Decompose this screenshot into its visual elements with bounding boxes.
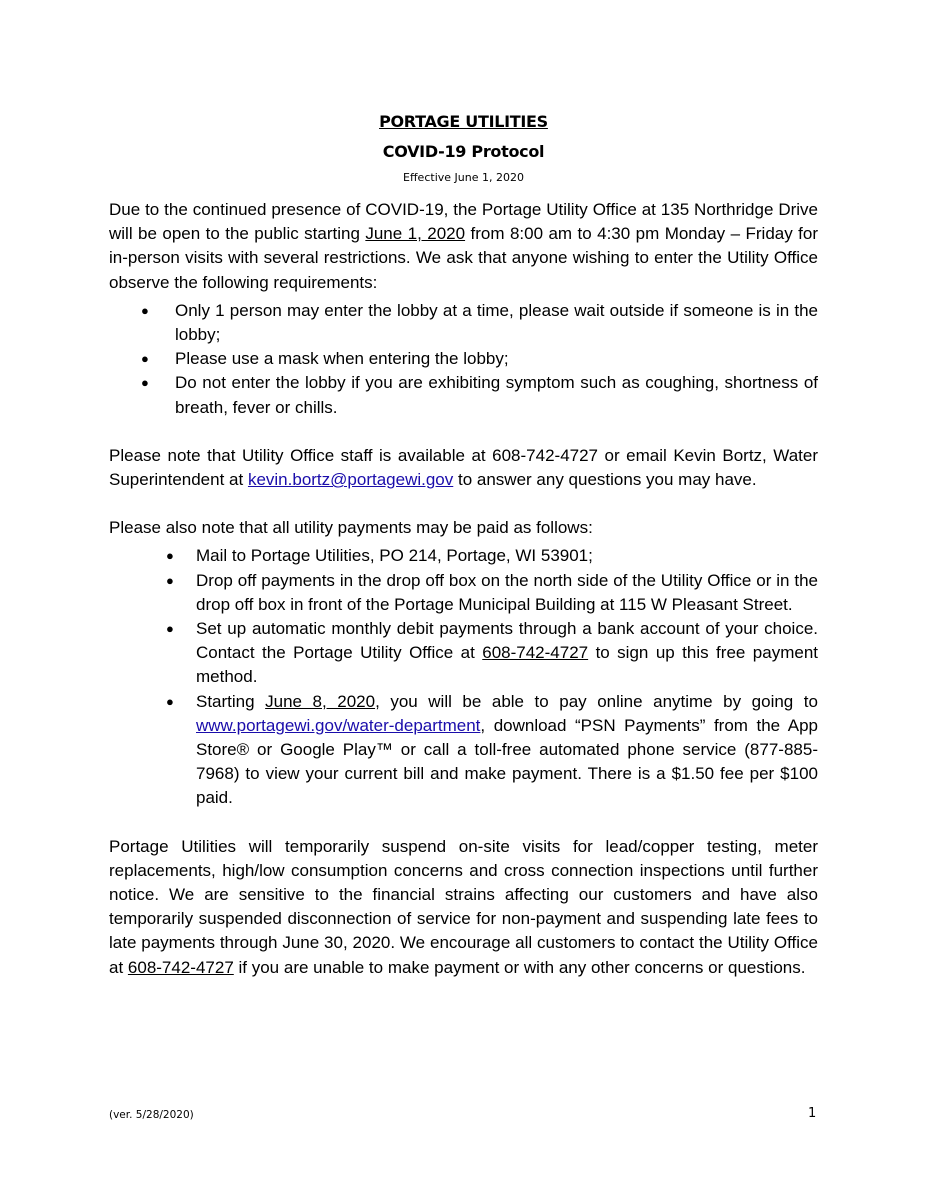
document-title: PORTAGE UTILITIES xyxy=(379,112,548,131)
intro-text-1: Due to the continued presence of COVID-19, the Portage Utility Office at 135 Northridge Drive will be open to the public starting xyxy=(109,200,818,244)
payment-online-text-1: Starting xyxy=(196,691,266,711)
requirement-text: Please use a mask when entering the lobby; xyxy=(175,349,509,369)
bullet-icon: ● xyxy=(166,572,174,588)
opening-date: June 1, 2020 xyxy=(365,224,466,244)
payment-debit-text-1: Set up automatic monthly debit payments through a bank account of your choice. Contact the Portage Utility Office at xyxy=(196,619,818,663)
payment-online-text-2: , you will be able to pay online anytime by going to xyxy=(375,691,818,711)
bullet-icon: ● xyxy=(166,621,174,637)
list-item xyxy=(109,690,818,811)
document-body xyxy=(109,198,818,980)
bullet-icon: ● xyxy=(166,693,174,709)
list-item xyxy=(109,617,818,690)
payment-online-text-3: , download “PSN Payments” from the App Store® or Google Play™ or call a toll-free automated phone service (877-885-7968) to view your current bill and make payment. There is a $1.50 fee per $100 paid. xyxy=(196,715,818,808)
staff-text-2: to answer any questions you may have. xyxy=(453,470,757,490)
payment-mail-text: Mail to Portage Utilities, PO 214, Portage, WI 53901; xyxy=(196,546,593,566)
payments-list xyxy=(109,544,818,810)
bullet-icon: ● xyxy=(141,375,149,391)
list-item xyxy=(109,569,818,617)
water-department-link[interactable]: www.portagewi.gov/water-department xyxy=(196,715,481,735)
payment-debit-text-2: to sign up this free payment method. xyxy=(196,643,818,687)
staff-paragraph xyxy=(109,444,818,492)
closing-text-2: if you are unable to make payment or with any other concerns or questions. xyxy=(233,957,806,977)
closing-text-1: Portage Utilities will temporarily suspend on-site visits for lead/copper testing, meter replacements, high/low consumption concerns and cross connection inspections until further notice. We are sensitive to the financial strains affecting our customers and have also temporarily suspended disconnection of service for non-payment and suspending late fees to late payments through June 30, 2020. We encourage all customers to contact the Utility Office at xyxy=(109,836,818,977)
list-item xyxy=(109,347,818,371)
staff-text-1: Please note that Utility Office staff is available at 608-742-4727 or email Kevin Bortz, Water Superintendent at xyxy=(109,445,818,490)
document-subtitle: COVID-19 Protocol xyxy=(382,142,545,161)
closing-paragraph xyxy=(109,835,818,980)
requirement-text: Do not enter the lobby if you are exhibiting symptom such as coughing, shortness of breath, fever or chills. xyxy=(175,373,818,417)
intro-text-2: from 8:00 am to 4:30 pm Monday – Friday for in-person visits with several restrictions. We ask that anyone wishing to enter the Utility Office observe the following requirements: xyxy=(109,224,818,292)
closing-phone: 608-742-4727 xyxy=(127,957,234,977)
intro-paragraph xyxy=(109,198,818,295)
requirement-text: Only 1 person may enter the lobby at a time, please wait outside if someone is in the lobby; xyxy=(175,300,818,345)
list-item xyxy=(109,371,818,419)
page-number: 1 xyxy=(808,1106,817,1121)
debit-phone: 608-742-4727 xyxy=(482,643,589,663)
list-item xyxy=(109,544,818,568)
requirements-list xyxy=(109,299,818,420)
email-link[interactable]: kevin.bortz@portagewi.gov xyxy=(247,470,454,490)
bullet-icon: ● xyxy=(141,351,149,367)
online-start-date: June 8, 2020 xyxy=(265,691,376,711)
bullet-icon: ● xyxy=(166,548,174,564)
payment-dropoff-text: Drop off payments in the drop off box on the north side of the Utility Office or in the drop off box in front of the Portage Municipal Building at 115 W Pleasant Street. xyxy=(196,570,818,614)
bullet-icon: ● xyxy=(141,302,149,318)
payments-intro: Please also note that all utility payments may be paid as follows: xyxy=(109,518,593,538)
list-item xyxy=(109,299,818,347)
effective-date: Effective June 1, 2020 xyxy=(403,171,524,184)
version-label: (ver. 5/28/2020) xyxy=(109,1109,194,1121)
